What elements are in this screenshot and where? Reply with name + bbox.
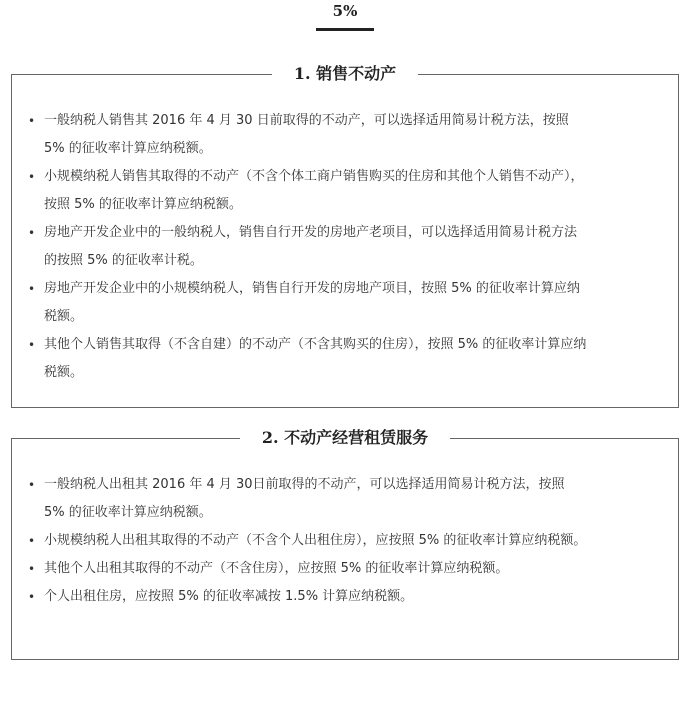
list-item-text: 其他个人出租其取得的不动产（不含住房），应按照 5% 的征收率计算应纳税额。 bbox=[44, 561, 509, 576]
list-item bbox=[28, 471, 588, 527]
list-item-text: 个人出租住房，应按照 5% 的征收率减按 1.5% 计算应纳税额。 bbox=[44, 589, 414, 604]
list-item bbox=[28, 107, 588, 163]
section-heading bbox=[12, 62, 678, 86]
list-item bbox=[28, 275, 588, 331]
list-item-text: 小规模纳税人出租其取得的不动产（不含个人出租住房），应按照 5% 的征收率计算应纳税额。 bbox=[44, 533, 587, 548]
section-heading bbox=[12, 426, 678, 450]
bullet-icon: • bbox=[28, 478, 36, 492]
section-heading-text: 2. 不动产经营租赁服务 bbox=[240, 426, 450, 450]
list-item-text: 小规模纳税人销售其取得的不动产（不含个体工商户销售购买的住房和其他个人销售不动产），按照 5% 的征收率计算应纳税额。 bbox=[44, 169, 584, 212]
bullet-icon: • bbox=[28, 226, 36, 240]
section-box-sale bbox=[11, 64, 679, 408]
list-item-text: 房地产开发企业中的小规模纳税人，销售自行开发的房地产项目，按照 5% 的征收率计算应纳税额。 bbox=[44, 281, 580, 324]
bullet-icon: • bbox=[28, 562, 36, 576]
bullet-icon: • bbox=[28, 534, 36, 548]
bullet-icon: • bbox=[28, 170, 36, 184]
title-underline bbox=[316, 28, 374, 31]
bullet-icon: • bbox=[28, 114, 36, 128]
list-item bbox=[28, 555, 588, 583]
list-item bbox=[28, 527, 588, 555]
bullet-icon: • bbox=[28, 338, 36, 352]
list-item-text: 一般纳税人出租其 2016 年 4 月 30日前取得的不动产，可以选择适用简易计税方法，按照 5% 的征收率计算应纳税额。 bbox=[44, 477, 565, 520]
section-item-list bbox=[28, 471, 588, 611]
list-item-text: 房地产开发企业中的一般纳税人，销售自行开发的房地产老项目，可以选择适用简易计税方法的按照 5% 的征收率计税。 bbox=[44, 225, 578, 268]
list-item-text: 其他个人销售其取得（不含自建）的不动产（不含其购买的住房），按照 5% 的征收率计算应纳税额。 bbox=[44, 337, 587, 380]
list-item-text: 一般纳税人销售其 2016 年 4 月 30 日前取得的不动产，可以选择适用简易计税方法，按照 5% 的征收率计算应纳税额。 bbox=[44, 113, 569, 156]
bullet-icon: • bbox=[28, 282, 36, 296]
section-box-lease bbox=[11, 428, 679, 660]
list-item bbox=[28, 219, 588, 275]
page-title: 5% bbox=[332, 2, 358, 20]
list-item bbox=[28, 583, 588, 611]
list-item bbox=[28, 331, 588, 387]
list-item bbox=[28, 163, 588, 219]
section-heading-text: 1. 销售不动产 bbox=[272, 62, 418, 86]
bullet-icon: • bbox=[28, 590, 36, 604]
section-item-list bbox=[28, 107, 588, 387]
